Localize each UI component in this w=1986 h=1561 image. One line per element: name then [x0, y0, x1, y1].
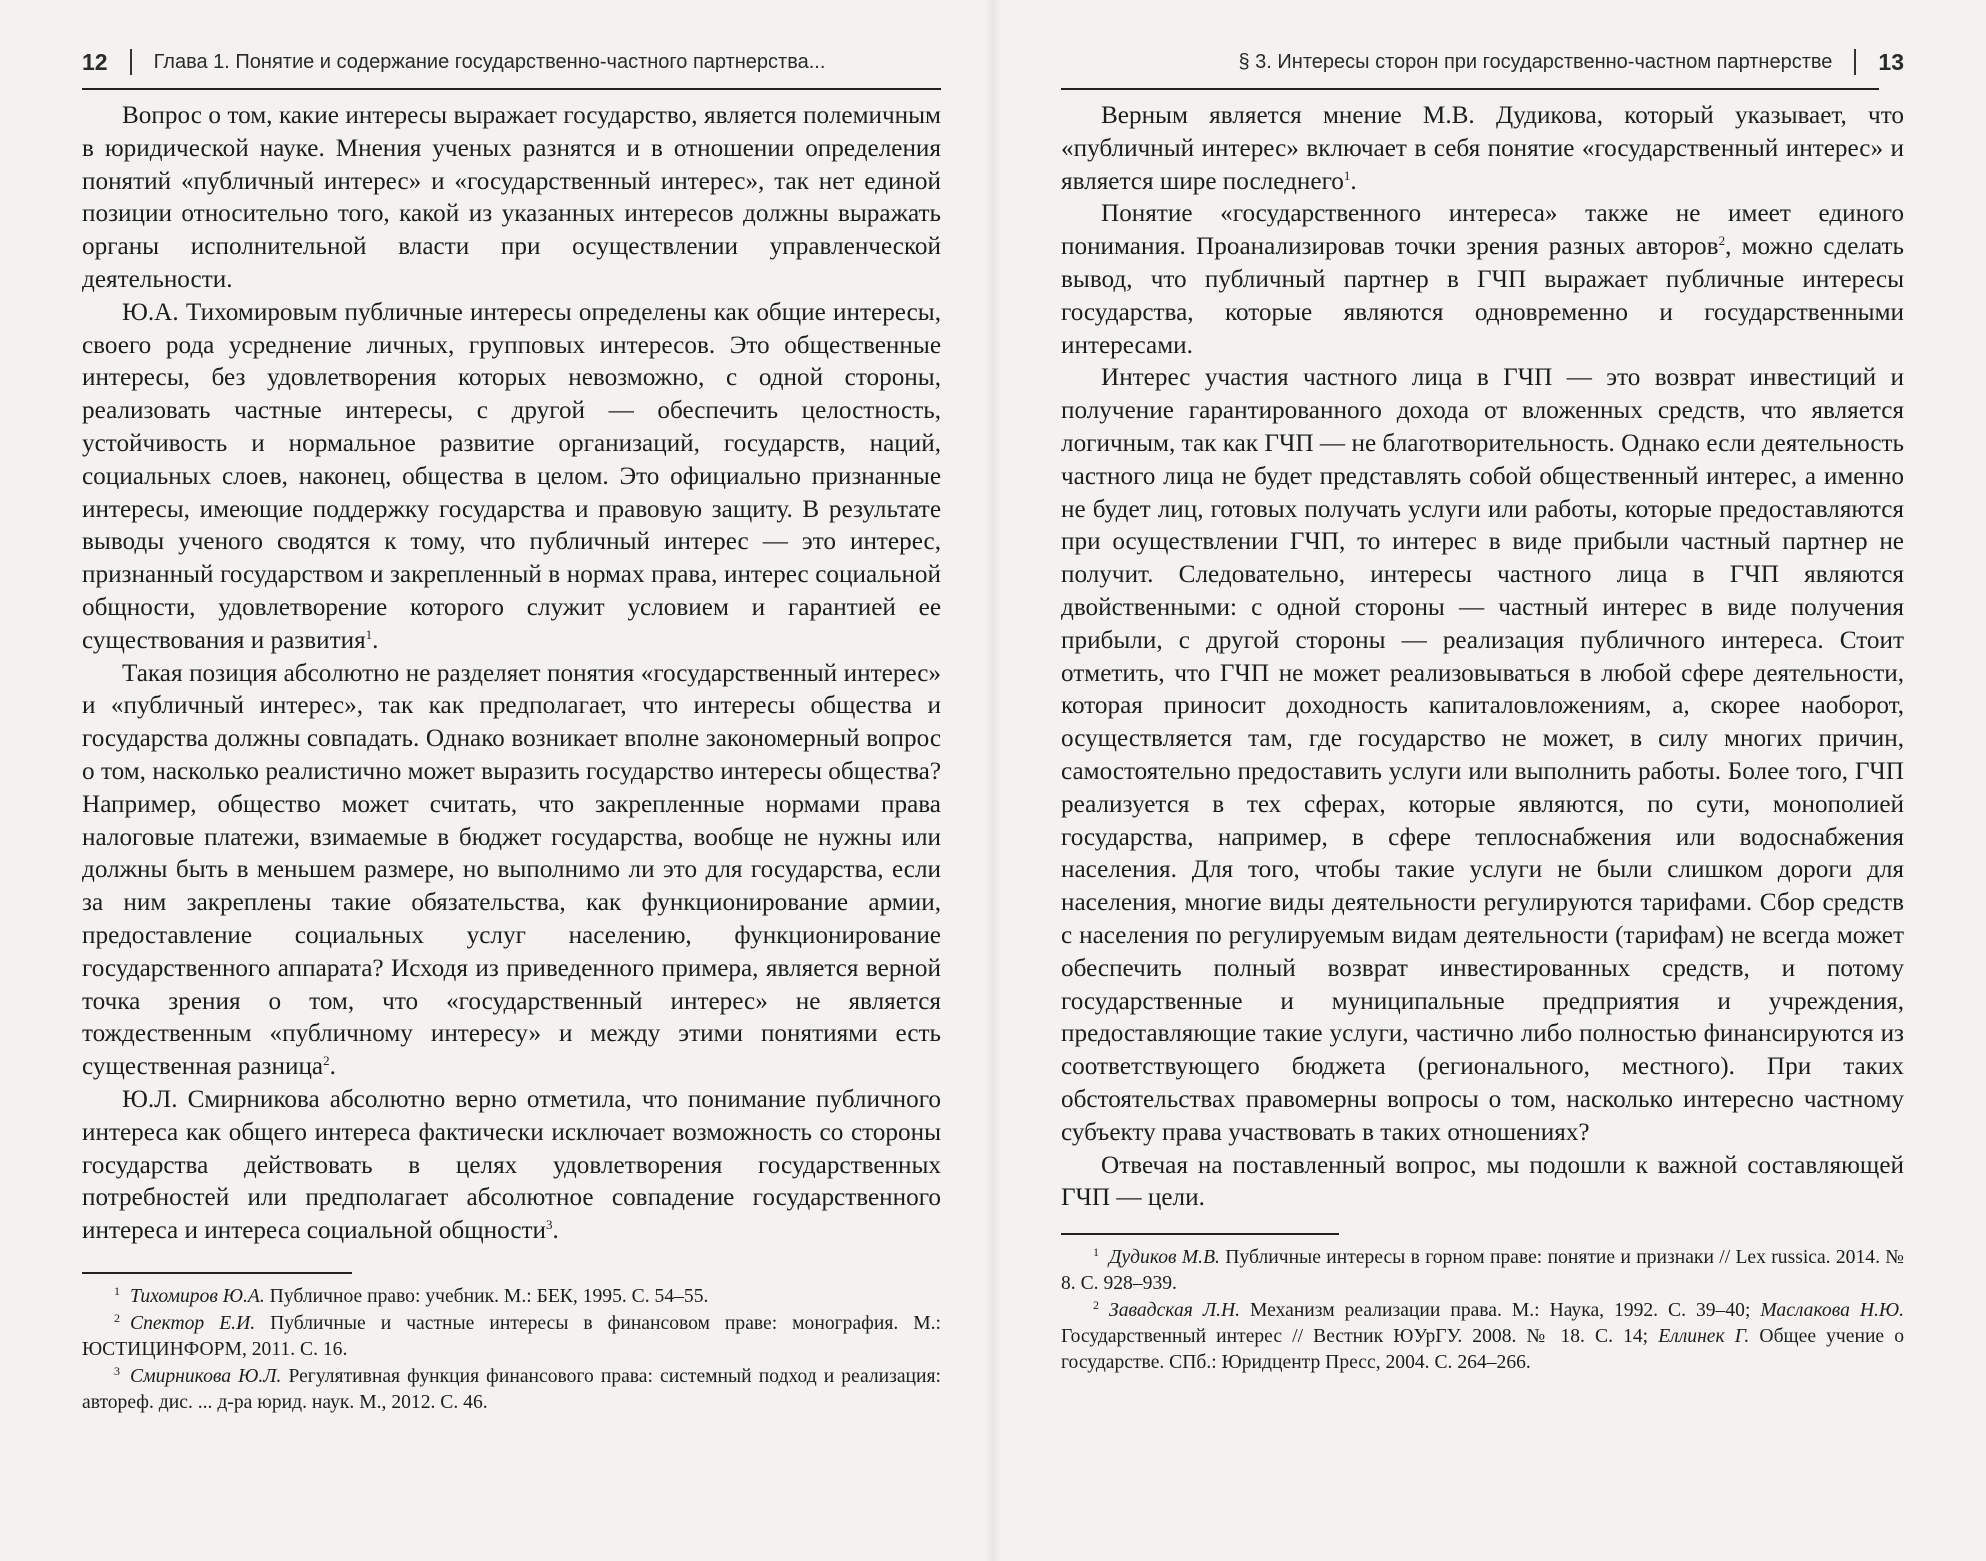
footnote: $^2$ Завадская Л.Н. Механизм реализации права. М.: Наука, 1992. С. 39–40; Маслакова Н.Ю. Государственный интерес // Вестник ЮУрГУ. 2008. № 18. С. 14; Еллинек Г. Общее учение о государстве. СПб.: Юридцентр Пресс, 2004. С. 264–266.: [1061, 1298, 1905, 1374]
footnote-ref: 2: [1718, 233, 1726, 249]
paragraph: Верным является мнение М.В. Дудикова, который указывает, что «публичный интерес» включает в себя понятие «государственный интерес» и является шире последнего$^1$.: [1061, 102, 1904, 195]
right-page-number: 13: [1878, 48, 1904, 75]
paragraph: Ю.А. Тихомировым публичные интересы определены как общие интересы, своего рода усреднение личных, групповых интересов. Это общественные интересы, без удовлетворения которых невозможно, с одной стороны, реализовать частные интересы, с другой — обеспечить целостность, устойчивость и нормальное развитие организаций, государств, наций, социальных слоев, наконец, общества в целом. Это официально признанные интересы, имеющие поддержку государства и правовую защиту. В результате выводы ученого сводятся к тому, что публичный интерес — это интерес, признанный государством и закрепленный в нормах права, интерес социальной общности, удовлетворение которого служит условием и гарантией ее существования и развития$^1$.: [82, 298, 941, 654]
left-page-number: 12: [82, 48, 108, 75]
right-section-title: § 3. Интересы сторон при государственно-частном партнерстве: [1238, 50, 1833, 73]
footnote: $^3$ Смирникова Ю.Л. Регулятивная функция финансового права: системный подход и реализация: автореф. дис. ... д-ра юрид. наук. М., 2012. С. 46.: [82, 1363, 941, 1413]
footnote-rule: [1061, 1233, 1339, 1235]
footnote-rule: [82, 1272, 352, 1274]
paragraph: Отвечая на поставленный вопрос, мы подошли к важной составляющей ГЧП — цели.: [1061, 1151, 1904, 1212]
footnote-ref: 2: [323, 1053, 330, 1069]
left-body-text: [82, 100, 941, 1248]
running-head-separator: [1854, 49, 1856, 75]
paragraph: Понятие «государственного интереса» также не имеет единого понимания. Проанализировав точки зрения разных авторов$^2$, можно сделать вывод, что публичный партнер в ГЧП выражает публичные интересы государства, которые являются одновременно и государственными интересами.: [1061, 200, 1904, 359]
right-body-text: [1061, 100, 1904, 1215]
running-head-separator: [130, 49, 132, 75]
paragraph: Интерес участия частного лица в ГЧП — это возврат инвестиций и получение гарантированного дохода от вложенных средств, что является логичным, так как ГЧП — не благотворительность. Однако если деятельность частного лица не будет представлять собой общественный интерес, а именно не будет лиц, готовых получать услуги или работы, которые предоставляются при осуществлении ГЧП, то интерес в виде прибыли частный партнер не получит. Следовательно, интересы частного лица в ГЧП являются двойственными: с одной стороны — частный интерес в виде получения прибыли, с другой стороны — реализация публичного интереса. Стоит отметить, что ГЧП не может реализовываться в любой сфере деятельности, которая приносит доходность капиталовложениям, а, скорее наоборот, осуществляется там, где государство не может, в силу многих причин, самостоятельно предоставить услуги или выполнить работы. Более того, ГЧП реализуется в тех сферах, которые являются, по сути, монополией государства, например, в сфере теплоснабжения или водоснабжения населения. Для того, чтобы такие услуги не были слишком дороги для населения, многие виды деятельности регулируются тарифами. Сбор средств с населения по регулируемым видам деятельности (тарифам) не всегда может обеспечить полный возврат инвестированных средств, и потому государственные и муниципальные предприятия и учреждения, предоставляющие такие услуги, частично либо полностью финансируются из соответствующего бюджета (регионального, местного). При таких обстоятельствах правомерны вопросы о том, насколько интересно частному субъекту права участвовать в таких отношениях?: [1061, 364, 1904, 1146]
footnote-ref: 1: [1343, 167, 1351, 183]
left-footnotes: [82, 1284, 941, 1416]
paragraph: Такая позиция абсолютно не разделяет понятия «государственный интерес» и «публичный интерес», так как предполагает, что интересы общества и государства должны совпадать. Однако возникает вполне закономерный вопрос о том, насколько реалистично может выразить государство интересы общества? Например, общество может считать, что закрепленные нормами права налоговые платежи, взимаемые в бюджет государства, вообще не нужны или должны быть в меньшем размере, но выполнимо ли это для государства, если за ним закреплены такие обязательства, как функционирование армии, предоставление социальных услуг населению, функционирование государственного аппарата? Исходя из приведенного примера, является верной точка зрения о том, что «государственный интерес» не является тождественным «публичному интересу» и между этими понятиями есть существенная разница$^2$.: [82, 659, 941, 1081]
left-chapter-title: Глава 1. Понятие и содержание государственно-частного партнерства...: [153, 50, 826, 73]
paragraph: Вопрос о том, какие интересы выражает государство, является полемичным в юридической науке. Мнения ученых разнятся и в отношении определения понятий «публичный интерес» и «государственный интерес», так нет единой позиции относительно того, какой из указанных интересов должны выражать органы исполнительной власти при осуществлении управленческой деятельности.: [82, 102, 941, 293]
right-footnotes: [1061, 1245, 1904, 1376]
footnote-ref: 1: [365, 626, 373, 642]
footnote: $^1$ Дудиков М.В. Публичные интересы в горном праве: понятие и признаки // Lex russica. 2014. № 8. С. 928–939.: [1061, 1245, 1904, 1295]
paragraph: Ю.Л. Смирникова абсолютно верно отметила, что понимание публичного интереса как общего интереса фактически исключает возможность со стороны государства действовать в целях удовлетворения государственных потребностей или предполагает абсолютное совпадение государственного интереса и интереса социальной общности$^3$.: [82, 1085, 941, 1245]
left-running-head: [82, 44, 941, 80]
right-running-head: [1061, 44, 1904, 80]
footnote: $^1$ Тихомиров Ю.А. Публичное право: учебник. М.: БЕК, 1995. С. 54–55.: [114, 1283, 709, 1307]
header-rule: [82, 88, 941, 90]
footnote-ref: 3: [546, 1217, 553, 1233]
header-rule: [1061, 88, 1879, 90]
right-page: [993, 0, 1986, 1561]
footnote: $^2$ Спектор Е.И. Публичные и частные интересы в финансовом праве: монография. М.: ЮСТИЦИНФОРМ, 2011. С. 16.: [82, 1310, 942, 1360]
